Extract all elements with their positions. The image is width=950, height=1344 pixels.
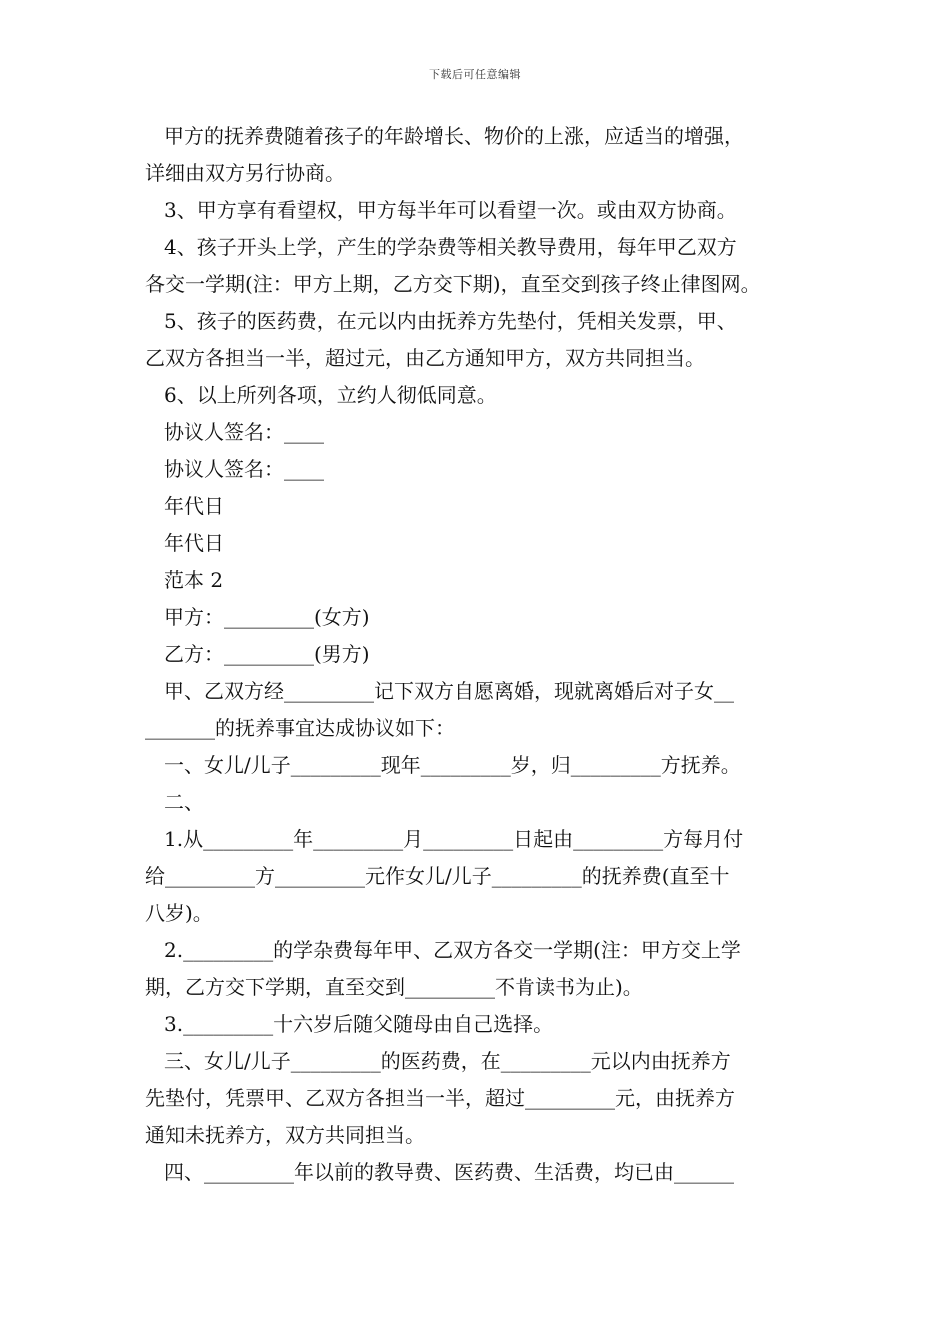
party-b-line: 乙方：_________(男方): [164, 642, 370, 666]
paragraph-line: 4、孩子开头上学，产生的学杂费等相关教导费用，每年甲乙双方: [164, 235, 737, 259]
clause-line: 期，乙方交下学期，直至交到_________不肯读书为止)。: [145, 975, 643, 999]
paragraph-line: 乙双方各担当一半，超过元，由乙方通知甲方，双方共同担当。: [145, 346, 705, 370]
clause-line: 四、_________年以前的教导费、医药费、生活费，均已由______: [164, 1160, 734, 1184]
clause-line: 先垫付，凭票甲、乙双方各担当一半，超过_________元，由抚养方: [145, 1086, 735, 1110]
signature-line: 协议人签名：____: [164, 457, 324, 481]
section-heading: 范本 2: [164, 568, 224, 592]
paragraph-line: 详细由双方另行协商。: [145, 161, 345, 185]
clause-line: 1.从_________年_________月_________日起由_________方每月付: [164, 827, 744, 851]
party-a-line: 甲方：_________(女方): [164, 605, 370, 629]
date-line: 年代日: [164, 531, 224, 555]
paragraph-line: _______的抚养事宜达成协议如下：: [145, 716, 455, 740]
clause-line: 二、: [164, 790, 204, 814]
paragraph-line: 甲、乙双方经_________记下双方自愿离婚，现就离婚后对子女__: [164, 679, 734, 703]
paragraph-line: 3、甲方享有看望权，甲方每半年可以看望一次。或由双方协商。: [164, 198, 737, 222]
page-header: 下载后可任意编辑: [429, 68, 521, 81]
clause-line: 给_________方_________元作女儿/儿子_________的抚养费(直至十: [145, 864, 730, 888]
clause-line: 2._________的学杂费每年甲、乙双方各交一学期(注：甲方交上学: [164, 938, 741, 962]
clause-line: 通知未抚养方，双方共同担当。: [145, 1123, 425, 1147]
date-line: 年代日: [164, 494, 224, 518]
clause-line: 3._________十六岁后随父随母由自己选择。: [164, 1012, 554, 1036]
clause-line: 一、女儿/儿子_________现年_________岁，归_________方抚养。: [164, 753, 741, 777]
paragraph-line: 6、以上所列各项，立约人彻低同意。: [164, 383, 497, 407]
paragraph-line: 各交一学期(注：甲方上期，乙方交下期)，直至交到孩子终止律图网。: [145, 272, 761, 296]
paragraph-line: 甲方的抚养费随着孩子的年龄增长、物价的上涨，应适当的增强，: [164, 124, 744, 148]
clause-line: 三、女儿/儿子_________的医药费，在_________元以内由抚养方: [164, 1049, 731, 1073]
signature-line: 协议人签名：____: [164, 420, 324, 444]
paragraph-line: 5、孩子的医药费，在元以内由抚养方先垫付，凭相关发票，甲、: [164, 309, 737, 333]
clause-line: 八岁)。: [145, 901, 213, 925]
